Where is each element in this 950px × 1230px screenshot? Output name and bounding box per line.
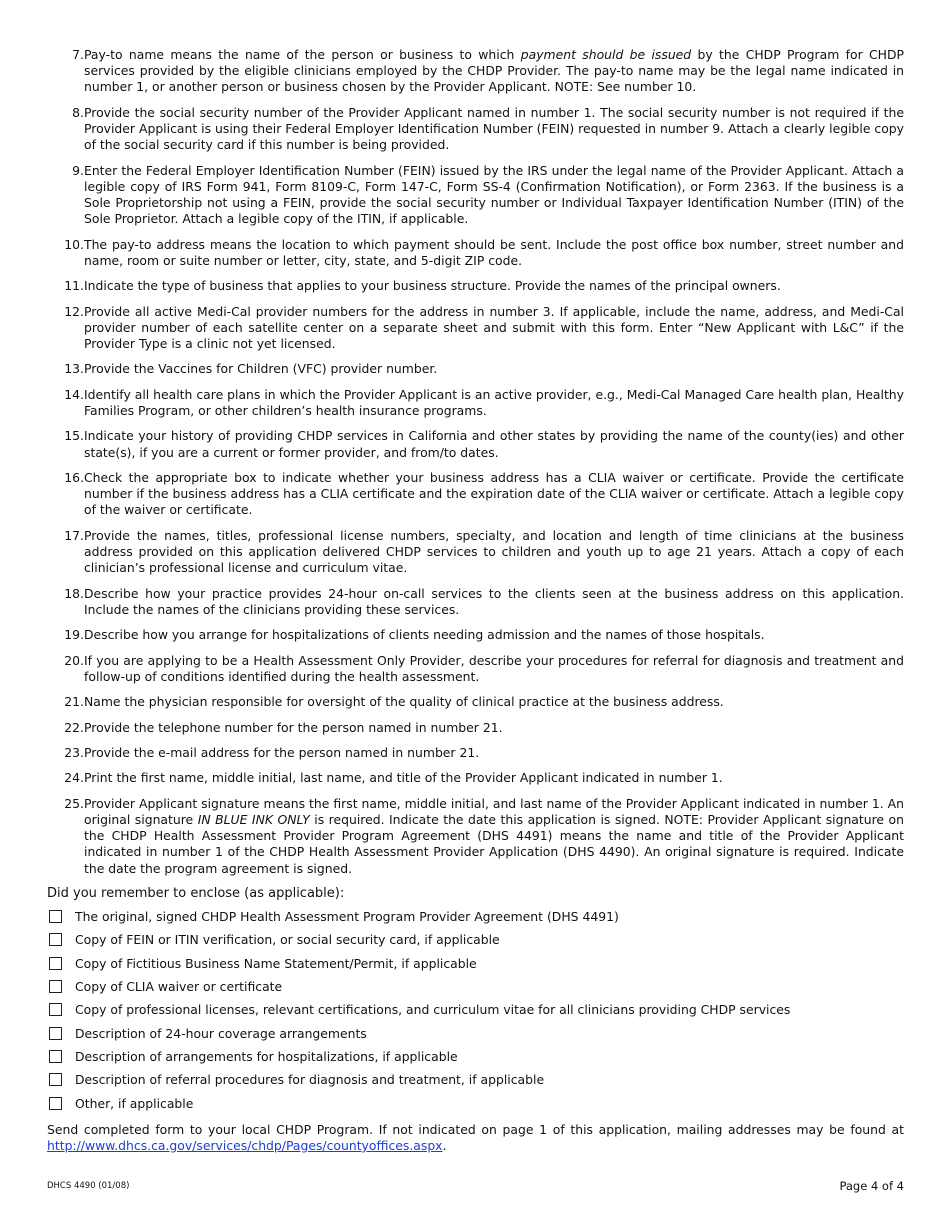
checkbox[interactable]: [49, 1027, 62, 1040]
instruction-item: [44, 796, 904, 877]
instruction-text-segment: Provide the e-mail address for the person named in number 21.: [84, 744, 480, 760]
checklist-item-label: Copy of FEIN or ITIN verification, or social security card, if applicable: [75, 932, 500, 948]
instruction-text-segment: Identify all health care plans in which the Provider Applicant is an active provider, e.g., Medi-Cal Managed Care health plan, Healthy Families Program, or other children’s health insurance programs.: [84, 386, 904, 418]
instruction-number-text: 23.: [64, 744, 84, 760]
instruction-number: [44, 278, 84, 294]
instruction-number: [44, 163, 84, 228]
instruction-number: [44, 105, 84, 154]
instruction-item: [44, 237, 904, 269]
instruction-number-text: 21.: [64, 694, 84, 710]
instruction-number-text: 20.: [64, 652, 84, 668]
instruction-item: [44, 586, 904, 618]
checkbox[interactable]: [49, 1003, 62, 1016]
instruction-number-text: 25.: [64, 795, 84, 811]
checklist-item-label: Copy of CLIA waiver or certificate: [75, 979, 283, 995]
instruction-number: [44, 745, 84, 761]
instruction-text-segment: Indicate your history of providing CHDP services in California and other states by providing the name of the county(ies) and other state(s), if you are a current or former provider, and from/to dates.: [84, 428, 904, 460]
instruction-number: [44, 304, 84, 353]
instruction-item: [44, 627, 904, 643]
instruction-number-text: 17.: [64, 527, 84, 543]
instruction-item: [44, 694, 904, 710]
county-offices-link[interactable]: http://www.dhcs.ca.gov/services/chdp/Pages/countyoffices.aspx: [47, 1138, 443, 1153]
instruction-number-text: 7.: [72, 47, 84, 62]
instruction-text-segment: Provide the social security number of the Provider Applicant named in number 1. The social security number is not required if the Provider Applicant is using their Federal Employer Identification Number (FEIN) requested in number 9. Attach a clearly legible copy of the social security card if this number is being provided.: [84, 104, 904, 153]
instruction-item: [44, 304, 904, 353]
checklist-item-label: Other, if applicable: [75, 1095, 194, 1111]
instruction-text: [84, 163, 904, 228]
instruction-number-text: 18.: [64, 585, 84, 601]
checklist-item: [47, 905, 907, 928]
instruction-item: [44, 387, 904, 419]
instruction-number: [44, 470, 84, 519]
instruction-text-segment: Provider Applicant signature means the first name, middle initial, and last name of the Provider Applicant indicated in number 1. An original signature: [84, 795, 904, 827]
emphasis-text: payment should be issued: [520, 47, 692, 62]
instruction-text-segment: Provide all active Medi-Cal provider numbers for the address in number 3. If applicable, include the name, address, and Medi-Cal provider number of each satellite center on a separate sheet and submit with this form. Enter “New Applicant with L&C” if the Provider Type is a clinic not yet licensed.: [84, 303, 904, 351]
checklist-item: [47, 1068, 907, 1091]
instruction-text: [84, 470, 904, 519]
instruction-text: [84, 387, 904, 419]
instruction-text: [84, 745, 904, 761]
instruction-number-text: 14.: [64, 386, 84, 402]
instruction-item: [44, 745, 904, 761]
instruction-number: [44, 237, 84, 269]
instruction-number-text: 15.: [64, 428, 84, 444]
instruction-number-text: 11.: [64, 278, 84, 294]
instruction-text-segment: Describe how you arrange for hospitalizations of clients needing admission and the names of those hospitals.: [84, 627, 765, 643]
instruction-item: [44, 720, 904, 736]
instruction-item: [44, 47, 904, 96]
instruction-number-text: 12.: [64, 303, 84, 319]
checklist-heading: Did you remember to enclose (as applicable):: [47, 886, 345, 901]
instruction-text: [84, 47, 904, 96]
checklist-item-label: The original, signed CHDP Health Assessment Program Provider Agreement (DHS 4491): [75, 909, 619, 925]
checklist-item-label: Copy of Fictitious Business Name Statement/Permit, if applicable: [75, 955, 477, 971]
instruction-number: [44, 694, 84, 710]
instruction-item: [44, 361, 904, 377]
instruction-text-segment: Check the appropriate box to indicate whether your business address has a CLIA waiver or certificate. Provide the certificate number if the business address has a CLIA certificate and the expiration date of the CLIA waiver or certificate. Attach a legible copy of the waiver or certificate.: [84, 469, 904, 518]
checklist-item-label: Copy of professional licenses, relevant certifications, and curriculum vitae for all clinicians providing CHDP services: [75, 1002, 791, 1018]
instruction-text: [84, 796, 904, 877]
instruction-text-segment: Provide the names, titles, professional license numbers, specialty, and location and length of time clinicians at the business address provided on this application delivered CHDP services to children and youth up to age 21 years. Attach a copy of each clinician’s professional license and curriculum vitae.: [84, 527, 904, 576]
instruction-text-segment: Provide the Vaccines for Children (VFC) provider number.: [84, 361, 438, 377]
checklist-item-label: Description of referral procedures for diagnosis and treatment, if applicable: [75, 1072, 545, 1088]
instruction-text: [84, 627, 904, 643]
instruction-number: [44, 361, 84, 377]
checklist-item: [47, 952, 907, 975]
instruction-text-segment: Enter the Federal Employer Identification Number (FEIN) issued by the IRS under the legal name of the Provider Applicant. Attach a legible copy of IRS Form 941, Form 8109-C, Form 147-C, Form SS-4 (Confirmation Notification), or Form 2363. If the business is a Sole Proprietorship not using a FEIN, provide the social security number or Individual Taxpayer Identification Number (ITIN) of the Sole Proprietor. Attach a legible copy of the ITIN, if applicable.: [84, 162, 904, 227]
instruction-number: [44, 770, 84, 786]
checklist-item: [47, 1021, 907, 1044]
checklist-item-label: Description of arrangements for hospitalizations, if applicable: [75, 1048, 458, 1064]
checklist-item: [47, 928, 907, 951]
instruction-text: [84, 278, 904, 294]
instruction-text: [84, 586, 904, 618]
instruction-number-text: 13.: [64, 361, 84, 377]
instruction-text-segment: Indicate the type of business that applies to your business structure. Provide the names of the principal owners.: [84, 278, 781, 294]
instruction-item: [44, 528, 904, 577]
instruction-item: [44, 278, 904, 294]
instruction-item: [44, 105, 904, 154]
instruction-text: [84, 528, 904, 577]
instruction-item: [44, 470, 904, 519]
enclosure-checklist: [47, 885, 907, 1115]
send-text: Send completed form to your local CHDP Program. If not indicated on page 1 of this application, mailing addresses may be found at: [47, 1122, 904, 1137]
checkbox[interactable]: [49, 933, 62, 946]
instruction-number-text: 16.: [64, 469, 84, 485]
checklist-item: [47, 1091, 907, 1114]
instruction-number-text: 19.: [64, 627, 84, 643]
checklist-item: [47, 998, 907, 1021]
instruction-number-text: 10.: [64, 236, 84, 252]
instruction-item: [44, 653, 904, 685]
instruction-number: [44, 586, 84, 618]
checklist-item-label: Description of 24-hour coverage arrangements: [75, 1025, 367, 1041]
emphasis-text: IN BLUE INK ONLY: [197, 811, 310, 827]
instruction-text-segment: Print the first name, middle initial, last name, and title of the Provider Applicant indicated in number 1.: [84, 770, 723, 786]
instruction-text-segment: The pay-to address means the location to which payment should be sent. Include the post office box number, street number and name, room or suite number or letter, city, state, and 5-digit ZIP code.: [84, 236, 904, 268]
instruction-number: [44, 387, 84, 419]
instruction-number: [44, 796, 84, 877]
instruction-number: [44, 627, 84, 643]
instruction-text: [84, 694, 904, 710]
instruction-text: [84, 304, 904, 353]
checklist-item: [47, 1045, 907, 1068]
instruction-number-text: 8.: [72, 104, 84, 120]
instruction-text-segment: Name the physician responsible for oversight of the quality of clinical practice at the business address.: [84, 694, 724, 710]
instruction-text-segment: Pay-to name means the name of the person or business to which: [84, 47, 521, 62]
checkbox[interactable]: [49, 1097, 62, 1110]
instruction-list: [44, 47, 904, 886]
checklist-items: [47, 905, 907, 1115]
instruction-text-segment: by the CHDP Program for CHDP services provided by the eligible clinicians employed by the CHDP Provider. The pay-to name may be the legal name indicated in number 1, or another person or business chosen by the Provider Applicant. NOTE: See number 10.: [84, 47, 904, 95]
instruction-text: [84, 361, 904, 377]
send-instructions: [47, 1122, 904, 1154]
instruction-text: [84, 237, 904, 269]
instruction-text-segment: If you are applying to be a Health Assessment Only Provider, describe your procedures for referral for diagnosis and treatment and follow-up of conditions identified during the health assessment.: [84, 652, 904, 684]
instruction-text: [84, 105, 904, 154]
instruction-item: [44, 163, 904, 228]
instruction-text: [84, 653, 904, 685]
instruction-text-segment: Provide the telephone number for the person named in number 21.: [84, 719, 503, 735]
checklist-item: [47, 975, 907, 998]
instruction-number: [44, 47, 84, 96]
page-number: Page 4 of 4: [839, 1179, 904, 1193]
checkbox[interactable]: [49, 957, 62, 970]
form-identifier: DHCS 4490 (01/08): [47, 1181, 130, 1191]
instruction-text: [84, 770, 904, 786]
instruction-number: [44, 653, 84, 685]
checkbox[interactable]: [49, 980, 62, 993]
instruction-text: [84, 428, 904, 460]
instruction-text-segment: is required. Indicate the date this application is signed. NOTE: Provider Applicant signature on the CHDP Health Assessment Provider Program Agreement (DHS 4491) means the name and title of the Provider Applicant indicated in number 1 of the CHDP Health Assessment Provider Application (DHS 4490). An original signature is required. Indicate the date the program agreement is signed.: [84, 811, 904, 876]
checkbox[interactable]: [49, 1050, 62, 1063]
link-suffix: .: [442, 1138, 447, 1153]
instruction-number-text: 24.: [64, 770, 84, 786]
checkbox[interactable]: [49, 910, 62, 923]
instruction-item: [44, 770, 904, 786]
instruction-number: [44, 428, 84, 460]
instruction-number-text: 9.: [72, 162, 84, 178]
instruction-number-text: 22.: [64, 719, 84, 735]
checkbox[interactable]: [49, 1073, 62, 1086]
instruction-text-segment: Describe how your practice provides 24-hour on-call services to the clients seen at the business address on this application. Include the names of the clinicians providing these services.: [84, 585, 904, 617]
instruction-text: [84, 720, 904, 736]
instruction-item: [44, 428, 904, 460]
instruction-number: [44, 528, 84, 577]
instruction-number: [44, 720, 84, 736]
